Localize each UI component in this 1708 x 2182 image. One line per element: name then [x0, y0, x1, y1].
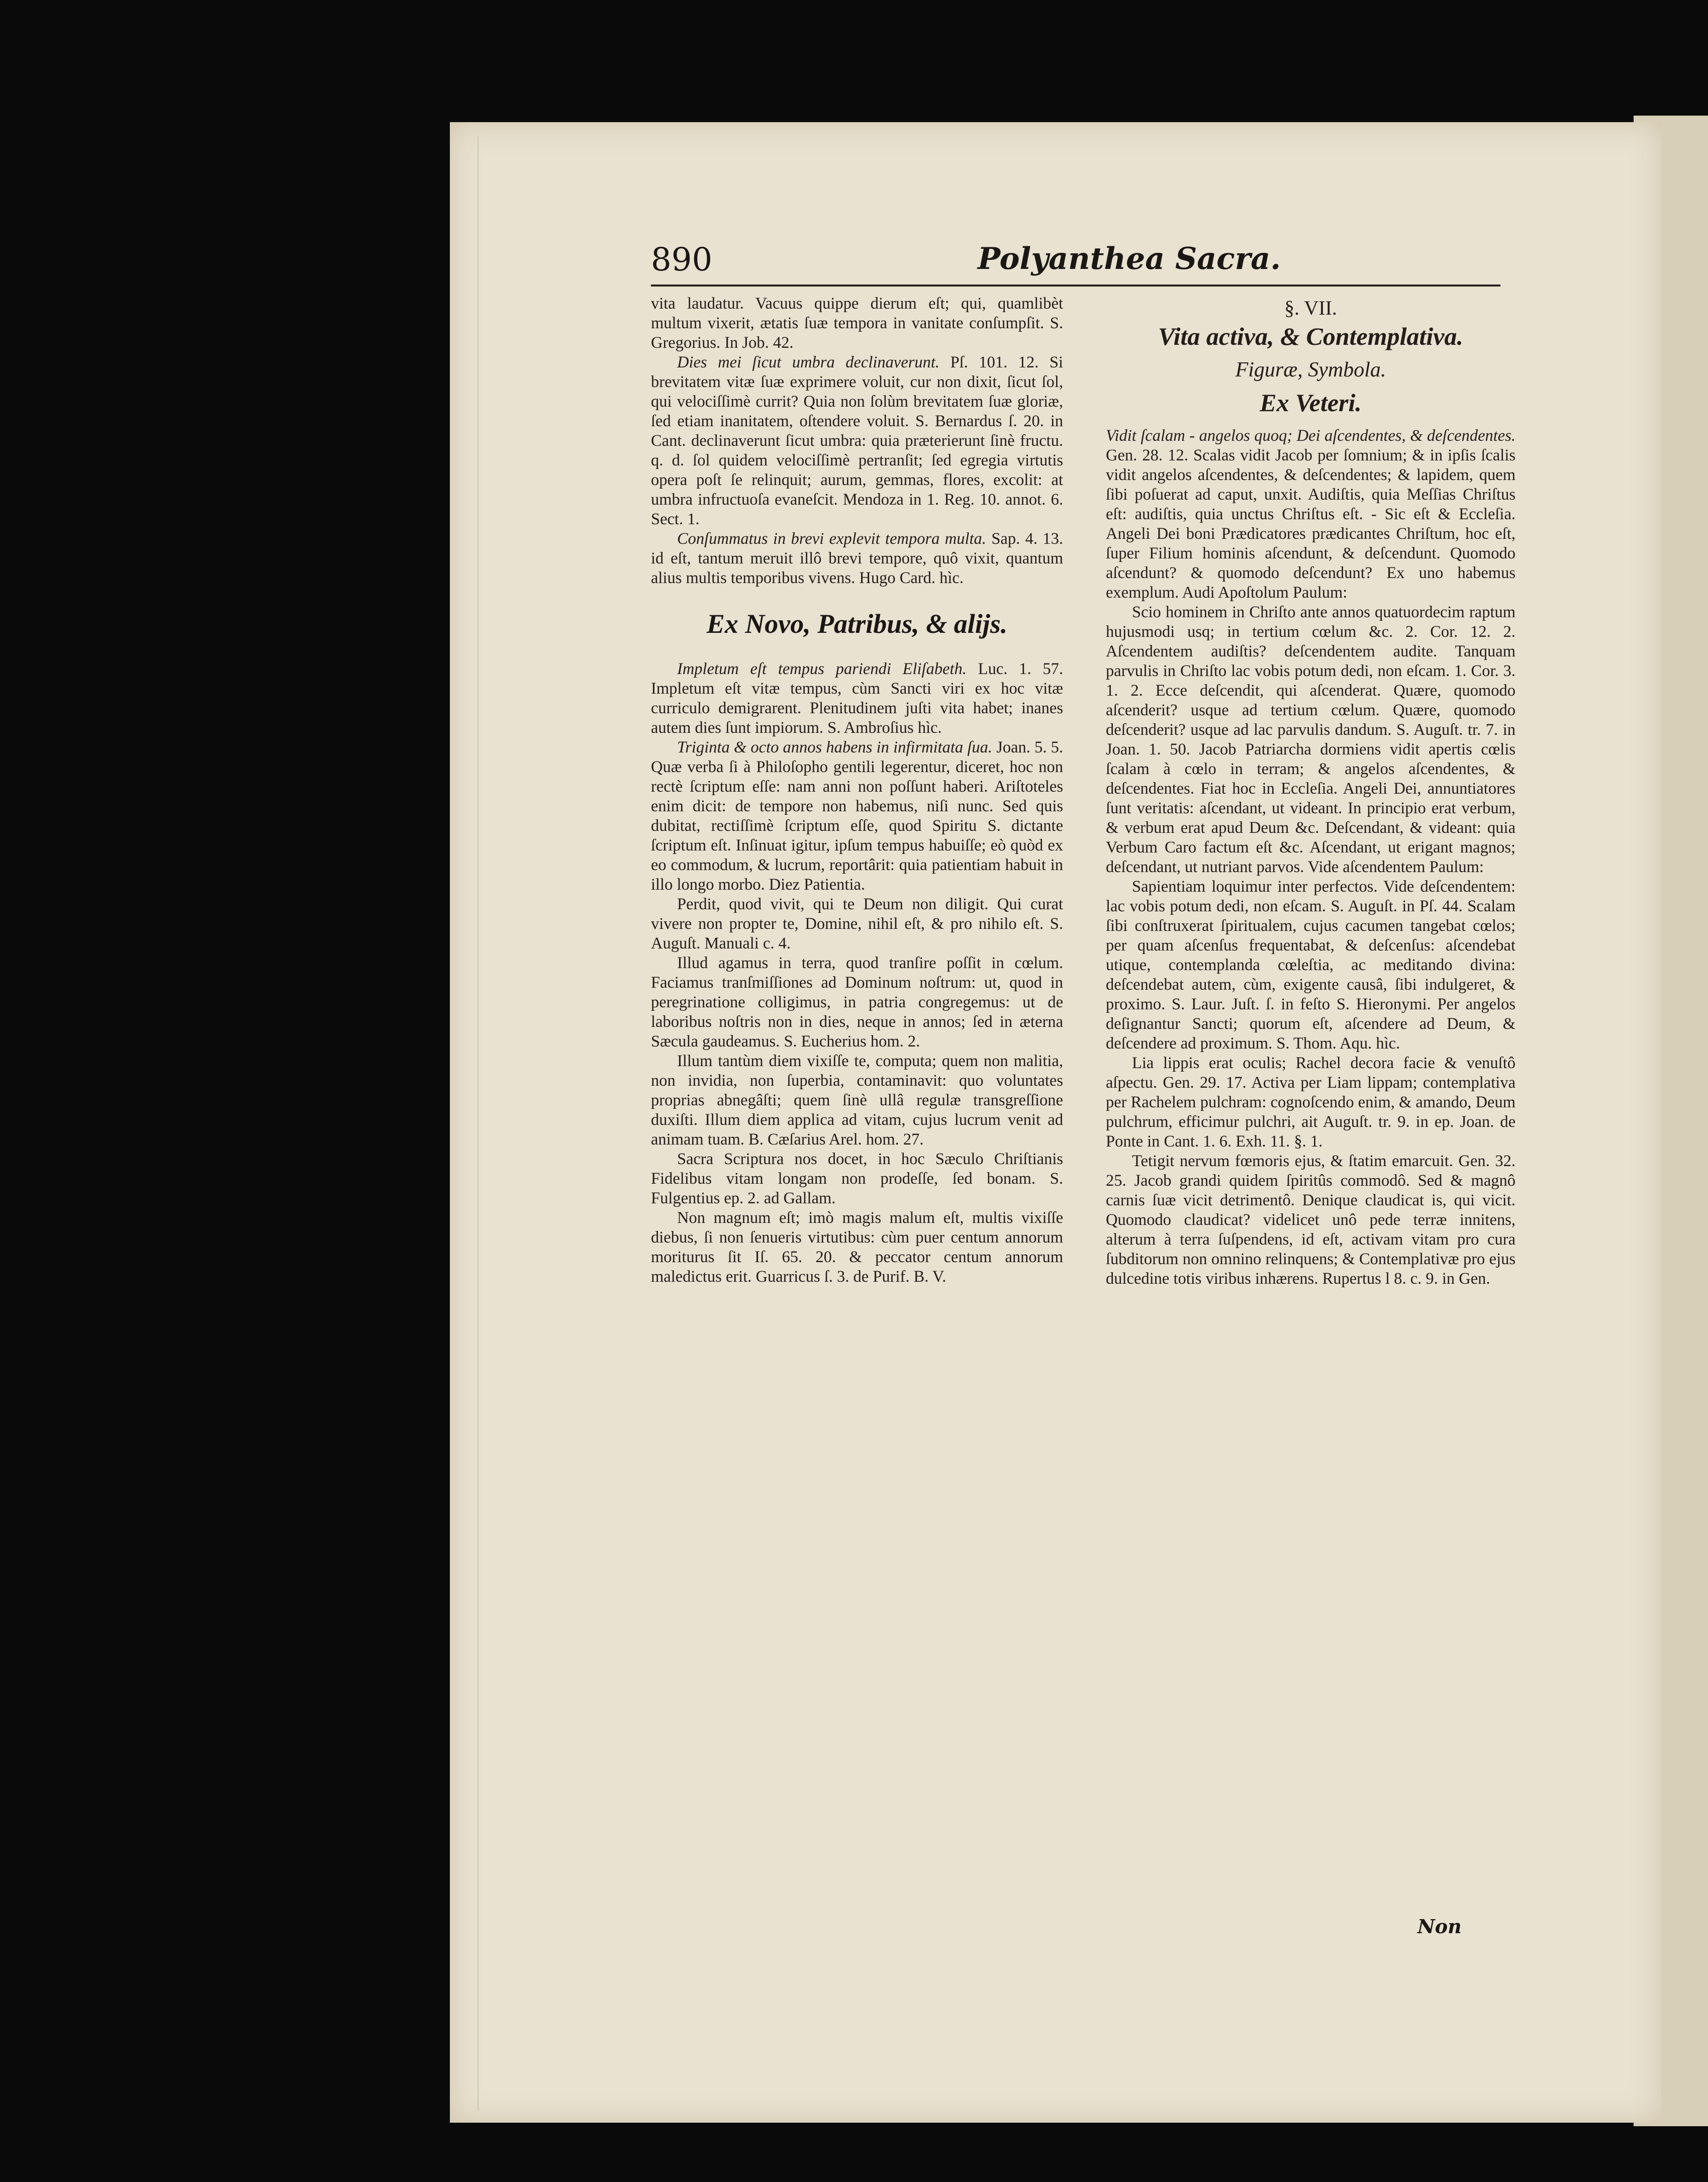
paragraph [1106, 426, 1515, 603]
page-header [651, 241, 1500, 281]
page-number: 890 [651, 241, 713, 278]
paragraph: Sapientiam loquimur inter perfectos. Vide deſcendentem: lac vobis potum dedi, non eſcam. S. Auguſt. in Pſ. 44. Scalam ſibi conſtruxerat ſpiritualem, cujus cacumen tangebat cœlos; per quam aſcenſus frequentabat, & deſcenſus: aſcendebat utique, contemplanda cœleſtia, ac meditando divina: deſcendebat autem, cùm, exigente causâ, ſibi indulgeret, & proximo. S. Laur. Juſt. ſ. in feſto S. Hieronymi. Per angelos deſignantur Sancti; quorum eſt, aſcendere ad Deum, & deſcendere ad proximum. S. Thom. Aqu. hìc. [1106, 878, 1515, 1053]
paragraph [651, 529, 1063, 588]
paragraph: Illum tantùm diem vixiſſe te, computa; quem non malitia, non invidia, non ſuperbia, contaminavit: quo voluntates proprias abnegâſti; quem ſinè ullâ regulæ transgreſſione duxiſti. Illum diem applica ad vitam, cujus lucrum venit ad animam tuam. B. Cæſarius Arel. hom. 27. [651, 1052, 1063, 1149]
page-fold-line [478, 136, 479, 2111]
lemma: Conſummatus in brevi explevit tempora multa. [677, 530, 986, 548]
paragraph: Scio hominem in Chriſto ante annos quatuordecim raptum hujusmodi usq; in tertium cœlum &c. 2. Cor. 12. 2. Aſcendentem audiſtis? deſcendentem audite. Tanquam parvulis in Chriſto lac vobis potum dedi, non eſcam. 1. Cor. 3. 1. 2. Ecce deſcendit, qui aſcenderat. Quære, quomodo aſcenderit? usque ad tertium cœlum. Quære, quomodo deſcenderit? usque ad lac parvulis dandum. S. Auguſt. tr. 7. in Joan. 1. 50. Jacob Patriarcha dormiens vidit apertis cœlis ſcalam à cœlo in terram; & angelos aſcendentes, & deſcendentes. Fiat hoc in Eccleſia. Angeli Dei, annuntiatores ſunt veritatis: aſcendant, ut videant. In principio erat verbum, & verbum erat apud Deum &c. Deſcendant, & videant: quia Verbum Caro factum eſt &c. Aſcendant, ut erigant magnos; deſcendant, ut nutriant parvos. Vide aſcendentem Paulum: [1106, 603, 1515, 876]
paragraph-text: Luc. 1. 57. Impletum eſt vitæ tempus, cùm Sancti viri ex hoc vitæ curriculo demigrarent. Plenitudinem juſti vita habet; inanes autem dies ſunt impiorum. S. Ambroſius hìc. [651, 660, 1063, 737]
paragraph [651, 353, 1063, 529]
lemma: Dies mei ſicut umbra declinaverunt. [677, 353, 940, 371]
section-subtitle: Figuræ, Symbola. [1235, 358, 1386, 382]
running-title: Polyanthea Sacra. [978, 241, 1281, 276]
paragraph: Perdit, quod vivit, qui te Deum non diligit. Qui curat vivere non propter te, Domine, nihil eſt, & pro nihilo eſt. S. Auguſt. Manuali c. 4. [651, 895, 1063, 953]
left-column [651, 294, 1063, 1287]
header-rule [651, 284, 1500, 287]
paragraph-text: Joan. 5. 5. Quæ verba ſi à Philoſopho gentili legerentur, diceret, hoc non rectè ſcriptum eſſe: nam anni non poſſunt haberi. Ariſtoteles enim dicit: de tempore non habemus, niſi nunc. Sed quis dubitat, rectiſſimè ſcriptum eſſe, quod Spiritu S. dictante ſcriptum eſt. Inſinuat igitur, ipſum tempus habuiſſe; eò quòd ex eo commodum, & lucrum, reportârit: quia patientiam habuit in illo longo morbo. Diez Patientia. [651, 738, 1064, 894]
paragraph-text: Sap. 4. 13. id eſt, tantum meruit illô brevi tempore, quô vixit, quantum alius multis temporibus vivens. Hugo Card. hìc. [651, 530, 1064, 587]
paragraph [651, 738, 1063, 895]
paragraph-text: Pſ. 101. 12. Si brevitatem vitæ ſuæ exprimere voluit, cur non dixit, ſicut ſol, qui velociſſimè currit? Quia non ſolùm brevitatem ſuæ gloriæ, ſed etiam inanitatem, oſtendere voluit. S. Bernardus ſ. 20. in Cant. declinaverunt ſicut umbra: quia præterierunt ſinè fructu. q. d. ſol quidem velociſſimè pertranſit; ſed egregia virtutis opera poſt ſe relinquit; aurum, gemmas, flores, excolit: at umbra infructuoſa evaneſcit. Mendoza in 1. Reg. 10. annot. 6. Sect. 1. [651, 353, 1063, 528]
paragraph: Tetigit nervum fœmoris ejus, & ſtatim emarcuit. Gen. 32. 25. Jacob grandi quidem ſpiritûs commodô. Sed & magnô carnis ſuæ vicit detrimentô. Denique claudicat is, qui vicit. Quomodo claudicat? videlicet unô pede terræ innitens, alterum à terra ſuſpendens, id eſt, activam vitam pro cura ſubditorum non omnino relinquens; & Contemplativæ pro ejus dulcedine totis viribus inhærens. Rupertus l 8. c. 9. in Gen. [1106, 1152, 1515, 1288]
paragraph: Non magnum eſt; imò magis malum eſt, multis vixiſſe diebus, ſi non ſenueris virtutibus: cùm puer centum annorum moriturus ſit Iſ. 65. 20. & peccator centum annorum maledictus erit. Guarricus ſ. 3. de Purif. B. V. [651, 1209, 1063, 1286]
paragraph: Sacra Scriptura nos docet, in hoc Sæculo Chriſtianis Fidelibus vitam longam non prodeſſe, ſed bonam. S. Fulgentius ep. 2. ad Gallam. [651, 1150, 1063, 1207]
right-column [1106, 294, 1515, 1289]
lemma: Triginta & octo annos habens in infirmitata ſua. [677, 738, 992, 756]
section-title: Vita activa, & Contemplativa. [1158, 322, 1463, 350]
paragraph: Illud agamus in terra, quod tranſire poſſit in cœlum. Faciamus tranſmiſſiones ad Dominum noſtrum: ut, quod in peregrinatione colligimus, in patria congregemus: ut de laboribus noſtris non in dies, neque in annos; ſed in æterna Sæcula gaudeamus. S. Eucherius hom. 2. [651, 954, 1063, 1051]
paragraph [651, 659, 1063, 738]
paragraph-text: Gen. 28. 12. Scalas vidit Jacob per ſomnium; & in ipſis ſcalis vidit angelos aſcendentes, & deſcendentes; & lapidem, quem ſibi poſuerat ad caput, unxit. Audiſtis, quia Meſſias Chriſtus eſt: audiſtis, quia unctus Chriſtus eſt. - Sic eſt & Eccleſia. Angeli Dei boni Prædicatores prædicantes Chriſtum, hoc eſt, ſuper Filium hominis aſcendunt, & deſcendunt. Quomodo aſcendunt? & quomodo deſcendunt? Ex uno habemus exemplum. Audi Apoſtolum Paulum: [1106, 446, 1515, 602]
section-heading: Ex Novo, Patribus, & alijs. [706, 609, 1008, 639]
section-subtitle: Ex Veteri. [1260, 389, 1362, 417]
paragraph: vita laudatur. Vacuus quippe dierum eſt; qui, quamlibèt multum vixerit, ætatis ſuæ tempora in vanitate conſumpſit. S. Gregorius. In Job. 42. [651, 295, 1063, 352]
section-number: §. VII. [1284, 297, 1337, 319]
lemma: Impletum eſt tempus pariendi Eliſabeth. [677, 660, 967, 678]
catchword: Non [1417, 1915, 1462, 1938]
lemma: Vidit ſcalam - angelos quoq; Dei aſcendentes, & deſcendentes. [1106, 427, 1515, 445]
paragraph: Lia lippis erat oculis; Rachel decora facie & venuſtô aſpectu. Gen. 29. 17. Activa per Liam lippam; contemplativa per Rachelem pulchram: cognoſcendo enim, & amando, Deum pulchrum, efficimur pulchri, ait Auguſt. tr. 9. in ep. Joan. de Ponte in Cant. 1. 6. Exh. 11. §. 1. [1106, 1054, 1515, 1151]
